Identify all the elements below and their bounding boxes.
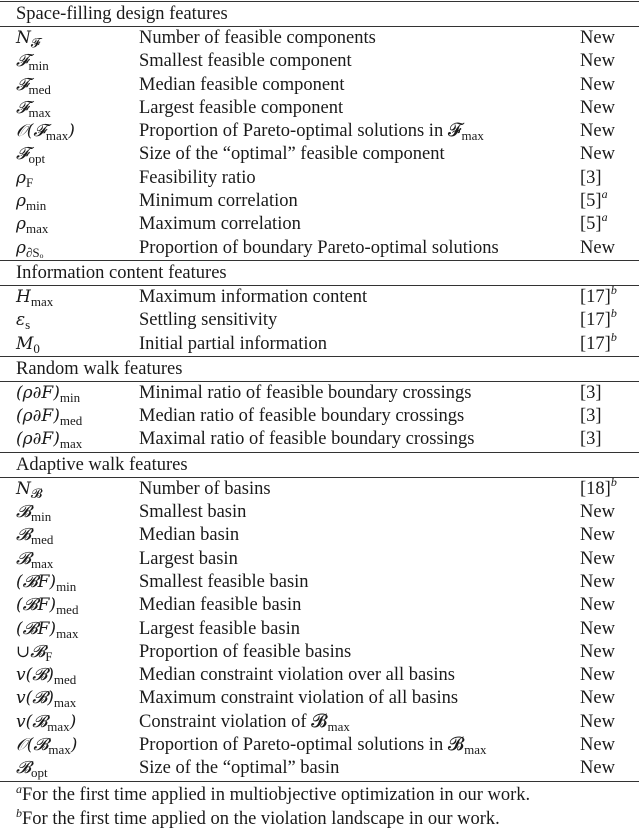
reference-text: New: [580, 619, 615, 639]
table-row: [0, 757, 639, 780]
table-row: [0, 478, 639, 501]
section-title: Space-filling design features: [0, 2, 639, 26]
feature-description: [139, 143, 445, 166]
table-row: [0, 143, 639, 166]
feature-reference: [580, 478, 617, 501]
feature-description: [139, 333, 327, 356]
feature-symbol: [16, 524, 53, 547]
description-text: Median feasible component: [139, 75, 345, 95]
feature-description: [139, 711, 350, 734]
description-text: Initial partial information: [139, 334, 327, 354]
symbol-main: (ρ∂F): [16, 406, 60, 426]
feature-description: [139, 237, 499, 260]
feature-reference: [580, 711, 615, 734]
symbol-main: 𝓑: [16, 525, 31, 545]
symbol-subscript: max: [47, 719, 69, 734]
symbol-subscript: max: [31, 556, 53, 571]
description-text: Largest feasible basin: [139, 619, 300, 639]
feature-table: [0, 1, 639, 782]
description-text: Median ratio of feasible boundary crossings: [139, 406, 464, 426]
symbol-subscript: min: [29, 58, 49, 73]
feature-reference: [580, 27, 615, 50]
table-row: [0, 405, 639, 428]
description-text: Largest feasible component: [139, 98, 343, 118]
feature-reference: [580, 618, 615, 641]
symbol-main: ε: [16, 310, 25, 330]
symbol-main: (ρ∂F): [16, 383, 60, 403]
reference-text: New: [580, 688, 615, 708]
symbol-subscript: med: [54, 672, 76, 687]
footnote-mark: a: [16, 782, 22, 796]
feature-symbol: [16, 50, 49, 73]
table-row: [0, 734, 639, 757]
description-subscript: max: [327, 719, 349, 734]
reference-footnote-mark: b: [611, 283, 617, 297]
symbol-main: (ρ∂F): [16, 429, 60, 449]
description-text: Proportion of Pareto-optimal solutions in 𝓑: [139, 735, 464, 755]
feature-reference: [580, 237, 615, 260]
table-row: [0, 524, 639, 547]
table-row: [0, 237, 639, 260]
reference-text: New: [580, 665, 615, 685]
description-text: Smallest feasible basin: [139, 572, 309, 592]
symbol-subscript: max: [29, 105, 51, 120]
section-title: Information content features: [0, 261, 639, 285]
feature-symbol: [16, 618, 78, 641]
description-text: Settling sensitivity: [139, 310, 277, 330]
symbol-main: ρ: [16, 214, 26, 234]
table-row: [0, 50, 639, 73]
symbol-main: H: [16, 287, 31, 307]
feature-description: [139, 74, 345, 97]
symbol-main: ρ: [16, 168, 26, 188]
description-text: Number of basins: [139, 479, 271, 499]
feature-symbol: [16, 428, 82, 451]
feature-reference: [580, 213, 608, 236]
feature-symbol: [16, 382, 80, 405]
feature-symbol: [16, 190, 46, 213]
feature-symbol: [16, 757, 48, 780]
symbol-main: 𝓕: [16, 144, 29, 164]
feature-reference: [580, 120, 615, 143]
footnote-b: [16, 808, 636, 831]
feature-description: [139, 734, 487, 757]
feature-symbol: [16, 548, 53, 571]
feature-reference: [580, 594, 615, 617]
bottom-rule: [0, 781, 639, 782]
feature-description: [139, 405, 464, 428]
reference-text: New: [580, 121, 615, 141]
feature-symbol: [16, 571, 76, 594]
reference-text: New: [580, 735, 615, 755]
footnote-mark: b: [16, 806, 22, 820]
symbol-subscript: ∂Sₒ: [26, 245, 43, 260]
description-text: Minimum correlation: [139, 191, 298, 211]
feature-reference: [580, 641, 615, 664]
feature-reference: [580, 571, 615, 594]
table-row: [0, 213, 639, 236]
symbol-main: ∪𝓑: [16, 642, 45, 662]
symbol-main: (𝓑F): [16, 572, 56, 592]
reference-text: New: [580, 238, 615, 258]
description-text: Number of feasible components: [139, 28, 376, 48]
feature-description: [139, 478, 271, 501]
symbol-main: v(𝓑): [16, 665, 54, 685]
feature-symbol: [16, 309, 30, 332]
symbol-main: ρ: [16, 238, 26, 258]
feature-symbol: [16, 687, 76, 710]
feature-symbol: [16, 711, 76, 734]
feature-symbol: [16, 143, 45, 166]
symbol-subscript: F: [45, 649, 52, 664]
symbol-main: 𝓑: [16, 502, 31, 522]
reference-text: [3]: [580, 406, 602, 426]
feature-reference: [580, 524, 615, 547]
feature-description: [139, 594, 301, 617]
feature-description: [139, 664, 455, 687]
feature-reference: [580, 382, 602, 405]
feature-reference: [580, 167, 602, 190]
description-text: Median basin: [139, 525, 239, 545]
table-row: [0, 190, 639, 213]
table-row: [0, 548, 639, 571]
reference-text: New: [580, 525, 615, 545]
symbol-subscript: max: [31, 294, 53, 309]
feature-symbol: [16, 664, 76, 687]
feature-symbol: [16, 120, 75, 143]
section-title: Adaptive walk features: [0, 453, 639, 477]
feature-description: [139, 548, 238, 571]
reference-text: New: [580, 642, 615, 662]
table-row: [0, 286, 639, 309]
symbol-subscript: min: [60, 390, 80, 405]
feature-reference: [580, 333, 617, 356]
feature-reference: [580, 143, 615, 166]
symbol-subscript: 𝓕: [31, 35, 41, 50]
symbol-main: 𝓑: [16, 758, 31, 778]
feature-reference: [580, 405, 602, 428]
reference-text: [5]: [580, 191, 602, 211]
feature-description: [139, 120, 484, 143]
reference-footnote-mark: b: [611, 475, 617, 489]
feature-description: [139, 286, 367, 309]
symbol-main: 𝓕: [16, 75, 29, 95]
feature-description: [139, 757, 339, 780]
feature-symbol: [16, 213, 48, 236]
reference-footnote-mark: b: [611, 306, 617, 320]
symbol-subscript: s: [25, 317, 30, 332]
description-text: Proportion of feasible basins: [139, 642, 351, 662]
symbol-subscript: min: [56, 579, 76, 594]
feature-symbol: [16, 97, 51, 120]
reference-text: New: [580, 51, 615, 71]
feature-description: [139, 382, 471, 405]
reference-text: New: [580, 28, 615, 48]
feature-description: [139, 571, 309, 594]
symbol-subscript: max: [54, 695, 76, 710]
symbol-subscript: max: [46, 128, 68, 143]
symbol-subscript: max: [48, 742, 70, 757]
symbol-main: 𝓑: [16, 549, 31, 569]
description-text: Maximum information content: [139, 287, 367, 307]
table-row: [0, 309, 639, 332]
feature-description: [139, 501, 246, 524]
table-row: [0, 571, 639, 594]
symbol-subscript: F: [26, 175, 33, 190]
feature-description: [139, 213, 301, 236]
table-row: [0, 382, 639, 405]
reference-text: [17]: [580, 334, 611, 354]
description-text: Smallest feasible component: [139, 51, 352, 71]
symbol-tail: ): [70, 712, 77, 732]
feature-description: [139, 618, 300, 641]
symbol-subscript: min: [31, 509, 51, 524]
symbol-main: 𝓕: [16, 51, 29, 71]
description-text: Feasibility ratio: [139, 168, 256, 188]
reference-footnote-mark: a: [602, 187, 608, 201]
table-row: [0, 428, 639, 451]
reference-text: [3]: [580, 383, 602, 403]
feature-symbol: [16, 594, 78, 617]
description-text: Maximum constraint violation of all basins: [139, 688, 458, 708]
symbol-subscript: med: [60, 413, 82, 428]
footnotes: [16, 784, 636, 831]
description-text: Proportion of boundary Pareto-optimal solutions: [139, 238, 499, 258]
reference-text: [17]: [580, 310, 611, 330]
symbol-subscript: min: [26, 198, 46, 213]
description-subscript: max: [461, 128, 483, 143]
feature-symbol: [16, 286, 53, 309]
reference-text: New: [580, 712, 615, 732]
feature-description: [139, 167, 256, 190]
feature-description: [139, 309, 277, 332]
table-row: [0, 333, 639, 356]
symbol-main: v(𝓑: [16, 712, 47, 732]
feature-description: [139, 641, 351, 664]
description-text: Largest basin: [139, 549, 238, 569]
feature-reference: [580, 50, 615, 73]
description-text: Minimal ratio of feasible boundary crossings: [139, 383, 471, 403]
symbol-subscript: 𝓑: [31, 486, 42, 501]
table-row: [0, 27, 639, 50]
table-row: [0, 711, 639, 734]
symbol-subscript: max: [56, 626, 78, 641]
feature-symbol: [16, 734, 77, 757]
reference-text: [17]: [580, 287, 611, 307]
feature-description: [139, 428, 474, 451]
reference-text: New: [580, 758, 615, 778]
description-text: Median feasible basin: [139, 595, 301, 615]
reference-text: New: [580, 502, 615, 522]
description-text: Size of the “optimal” basin: [139, 758, 339, 778]
section-title: Random walk features: [0, 357, 639, 381]
reference-text: [3]: [580, 168, 602, 188]
reference-text: New: [580, 572, 615, 592]
reference-text: New: [580, 549, 615, 569]
feature-symbol: [16, 478, 42, 501]
feature-symbol: [16, 167, 33, 190]
feature-reference: [580, 97, 615, 120]
feature-reference: [580, 664, 615, 687]
symbol-main: 𝒪(𝓕: [16, 121, 46, 141]
reference-text: [18]: [580, 479, 611, 499]
description-text: Proportion of Pareto-optimal solutions in 𝓕: [139, 121, 461, 141]
feature-reference: [580, 74, 615, 97]
feature-symbol: [16, 237, 43, 260]
description-text: Maximum correlation: [139, 214, 301, 234]
feature-description: [139, 687, 458, 710]
symbol-subscript: med: [31, 532, 53, 547]
feature-symbol: [16, 405, 82, 428]
table-row: [0, 97, 639, 120]
feature-symbol: [16, 501, 51, 524]
feature-description: [139, 50, 352, 73]
feature-description: [139, 190, 298, 213]
reference-footnote-mark: b: [611, 330, 617, 344]
table-row: [0, 120, 639, 143]
reference-footnote-mark: a: [602, 210, 608, 224]
description-text: Median constraint violation over all basins: [139, 665, 455, 685]
table-row: [0, 664, 639, 687]
feature-reference: [580, 501, 615, 524]
symbol-subscript: med: [29, 82, 51, 97]
table-row: [0, 501, 639, 524]
symbol-subscript: 0: [33, 341, 40, 356]
description-text: Smallest basin: [139, 502, 246, 522]
table-row: [0, 618, 639, 641]
feature-reference: [580, 757, 615, 780]
feature-description: [139, 524, 239, 547]
feature-reference: [580, 687, 615, 710]
symbol-subscript: max: [26, 221, 48, 236]
feature-symbol: [16, 27, 40, 50]
table-row: [0, 687, 639, 710]
symbol-subscript: opt: [29, 151, 46, 166]
description-text: Maximal ratio of feasible boundary crossings: [139, 429, 474, 449]
description-text: Size of the “optimal” feasible component: [139, 144, 445, 164]
feature-symbol: [16, 74, 51, 97]
symbol-subscript: med: [56, 602, 78, 617]
symbol-main: v(𝓑): [16, 688, 54, 708]
feature-symbol: [16, 333, 40, 356]
symbol-tail: ): [68, 121, 75, 141]
footnote-text: For the first time applied on the violation landscape in our work.: [22, 809, 500, 829]
symbol-subscript: max: [60, 436, 82, 451]
table-row: [0, 74, 639, 97]
symbol-main: N: [16, 28, 31, 48]
table-row: [0, 167, 639, 190]
description-text: Constraint violation of 𝓑: [139, 712, 327, 732]
reference-text: [3]: [580, 429, 602, 449]
symbol-main: M: [16, 334, 33, 354]
footnote-a: [16, 784, 636, 808]
feature-reference: [580, 428, 602, 451]
reference-text: New: [580, 98, 615, 118]
feature-description: [139, 27, 376, 50]
symbol-main: ρ: [16, 191, 26, 211]
symbol-main: (𝓑F): [16, 595, 56, 615]
reference-text: New: [580, 595, 615, 615]
symbol-main: 𝒪(𝓑: [16, 735, 48, 755]
footnote-text: For the first time applied in multiobjective optimization in our work.: [22, 785, 530, 805]
symbol-tail: ): [71, 735, 78, 755]
feature-symbol: [16, 641, 52, 664]
reference-text: [5]: [580, 214, 602, 234]
table-row: [0, 594, 639, 617]
symbol-main: (𝓑F): [16, 619, 56, 639]
feature-reference: [580, 548, 615, 571]
description-subscript: max: [464, 742, 486, 757]
symbol-main: N: [16, 479, 31, 499]
table-row: [0, 641, 639, 664]
symbol-main: 𝓕: [16, 98, 29, 118]
feature-reference: [580, 734, 615, 757]
reference-text: New: [580, 75, 615, 95]
feature-description: [139, 97, 343, 120]
reference-text: New: [580, 144, 615, 164]
symbol-subscript: opt: [31, 765, 48, 780]
